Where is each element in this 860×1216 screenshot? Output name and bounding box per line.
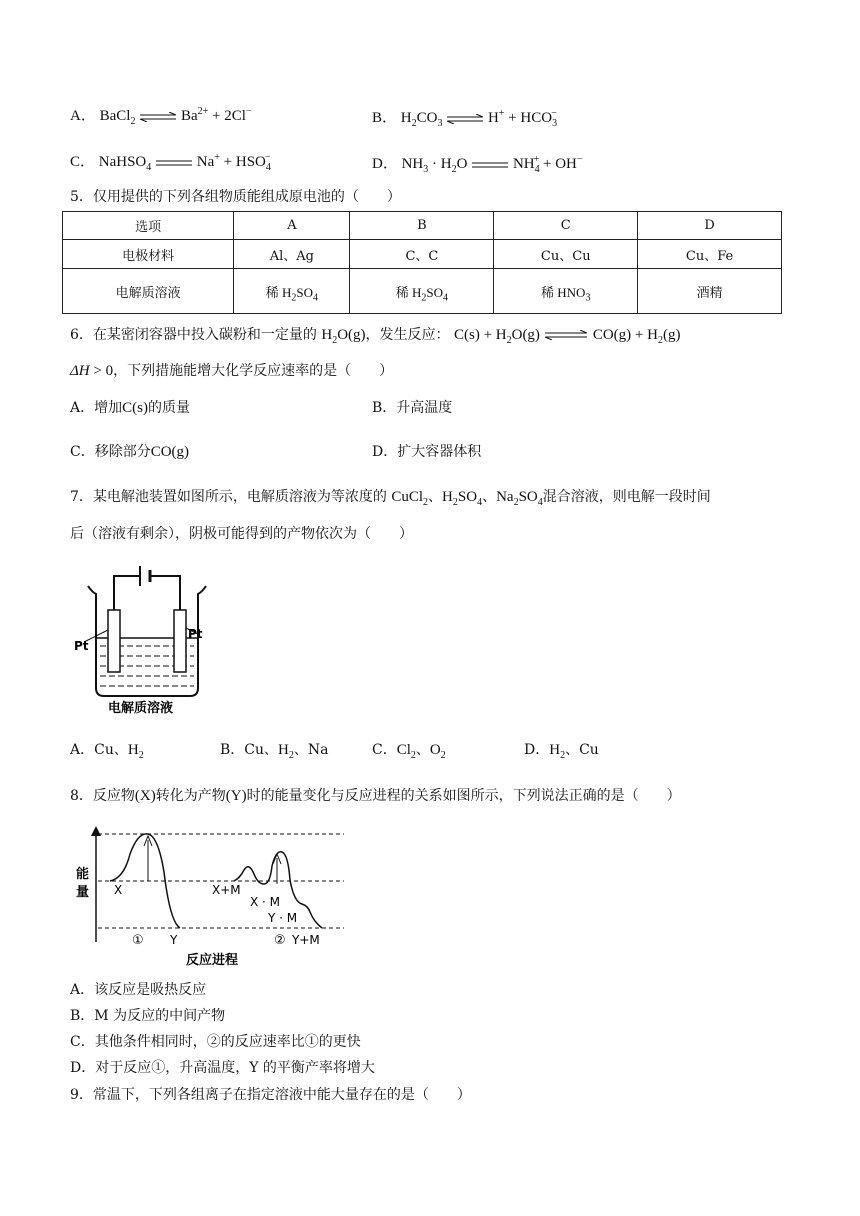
table-cell: D bbox=[638, 212, 782, 240]
table-cell: 稀 $H_2SO_4$ bbox=[350, 269, 494, 314]
label-x-plus-m: X+M bbox=[212, 883, 241, 897]
q6-option-d: D．扩大容器体积 bbox=[372, 444, 482, 460]
table-cell: 电解质溶液 bbox=[63, 269, 234, 314]
electrolysis-cell-figure bbox=[72, 558, 212, 718]
q7-stem-line2: 后（溶液有剩余），阴极可能得到的产物依次为（ ） bbox=[70, 526, 413, 542]
figure-caption: 电解质溶液 bbox=[108, 701, 174, 716]
q6-option-b: B．升高温度 bbox=[372, 400, 453, 416]
label-y: Y bbox=[170, 933, 178, 947]
q9-stem: 9．常温下，下列各组离子在指定溶液中能大量存在的是（ ） bbox=[70, 1087, 471, 1103]
equals-arrow-icon bbox=[155, 158, 193, 168]
q6-stem-line1: 6．在某密闭容器中投入碳粉和一定量的 $H_2O(g)$，发生反应： $C(s) + H_2O(g) CO(g) + H_2(g)$ bbox=[70, 327, 681, 346]
table-row bbox=[63, 212, 782, 240]
table-cell: 电极材料 bbox=[63, 240, 234, 269]
table-cell: C bbox=[494, 212, 638, 240]
q8-option-c: C．其他条件相同时，②的反应速率比①的更快 bbox=[70, 1034, 361, 1050]
path-1-label: ① bbox=[132, 933, 144, 948]
q5-stem: 5．仅用提供的下列各组物质能组成原电池的（ ） bbox=[70, 189, 401, 205]
q6-option-a: A．增加C(s)的质量 bbox=[70, 400, 190, 416]
table-cell: Cu、Cu bbox=[494, 240, 638, 269]
q5-options-table bbox=[62, 211, 782, 314]
q6-option-c: C．移除部分CO(g) bbox=[70, 444, 190, 460]
label-x: X bbox=[114, 883, 123, 897]
table-cell: 酒精 bbox=[638, 269, 782, 314]
table-cell: B bbox=[350, 212, 494, 240]
q4-option-d: D． $NH_3 \cdot H_2O$ $NH_4^+ + OH^-$ bbox=[372, 154, 583, 175]
y-axis-label-2: 量 bbox=[76, 885, 90, 900]
path-2-label: ② bbox=[274, 933, 286, 948]
right-electrode-label: Pt bbox=[188, 627, 203, 641]
q8-stem: 8．反应物(X)转化为产物(Y)时的能量变化与反应进程的关系如图所示，下列说法正确的是（ ） bbox=[70, 788, 681, 804]
reversible-arrow-icon bbox=[544, 330, 588, 340]
q7-stem-line1: 7．某电解池装置如图所示，电解质溶液为等浓度的 CuCl$_2$、$H_2SO_4$、$Na_2SO_4$混合溶液，则电解一段时间 bbox=[70, 489, 711, 508]
q8-option-d: D．对于反应①，升高温度，Y 的平衡产率将增大 bbox=[70, 1060, 375, 1076]
label-x-dot-m: X · M bbox=[250, 895, 281, 909]
q8-option-b: B．M 为反应的中间产物 bbox=[70, 1008, 226, 1024]
table-cell: Cu、Fe bbox=[638, 240, 782, 269]
q8-option-a: A．该反应是吸热反应 bbox=[70, 982, 207, 998]
table-row bbox=[63, 269, 782, 314]
q7-option-d: D．$H_2$、Cu bbox=[524, 742, 599, 761]
table-cell: A bbox=[234, 212, 350, 240]
label-y-dot-m: Y · M bbox=[268, 911, 298, 925]
reversible-arrow-icon bbox=[446, 114, 484, 124]
x-axis-label: 反应进程 bbox=[186, 953, 239, 968]
q4-option-c: C． NaHSO$_4$ $Na^+ + HSO_4^-$ bbox=[70, 152, 271, 173]
q4-option-b: B． $H_2CO_3$ $H^+ + HCO_3^-$ bbox=[372, 108, 558, 129]
q7-option-a: A．Cu、$H_2$ bbox=[70, 742, 144, 761]
y-axis-label-1: 能 bbox=[76, 867, 90, 882]
table-cell: 选项 bbox=[63, 212, 234, 240]
q7-option-b: B．Cu、$H_2$、Na bbox=[220, 742, 329, 761]
left-electrode-label: Pt bbox=[74, 639, 89, 653]
table-row bbox=[63, 240, 782, 269]
reversible-arrow-icon bbox=[139, 112, 177, 122]
table-cell: 稀 $HNO_3$ bbox=[494, 269, 638, 314]
equals-arrow-icon bbox=[471, 160, 509, 170]
table-cell: 稀 $H_2SO_4$ bbox=[234, 269, 350, 314]
q7-option-c: C．$Cl_2$、$O_2$ bbox=[372, 742, 446, 761]
label-y-plus-m: Y+M bbox=[292, 933, 320, 947]
table-cell: Al、Ag bbox=[234, 240, 350, 269]
table-cell: C、C bbox=[350, 240, 494, 269]
q4-option-a: A． BaCl$_2$ $Ba^{2+} + 2Cl^-$ bbox=[70, 106, 252, 127]
q6-stem-line2: ΔH > 0，下列措施能增大化学反应速率的是（ ） bbox=[70, 363, 394, 379]
energy-profile-figure bbox=[74, 822, 354, 972]
